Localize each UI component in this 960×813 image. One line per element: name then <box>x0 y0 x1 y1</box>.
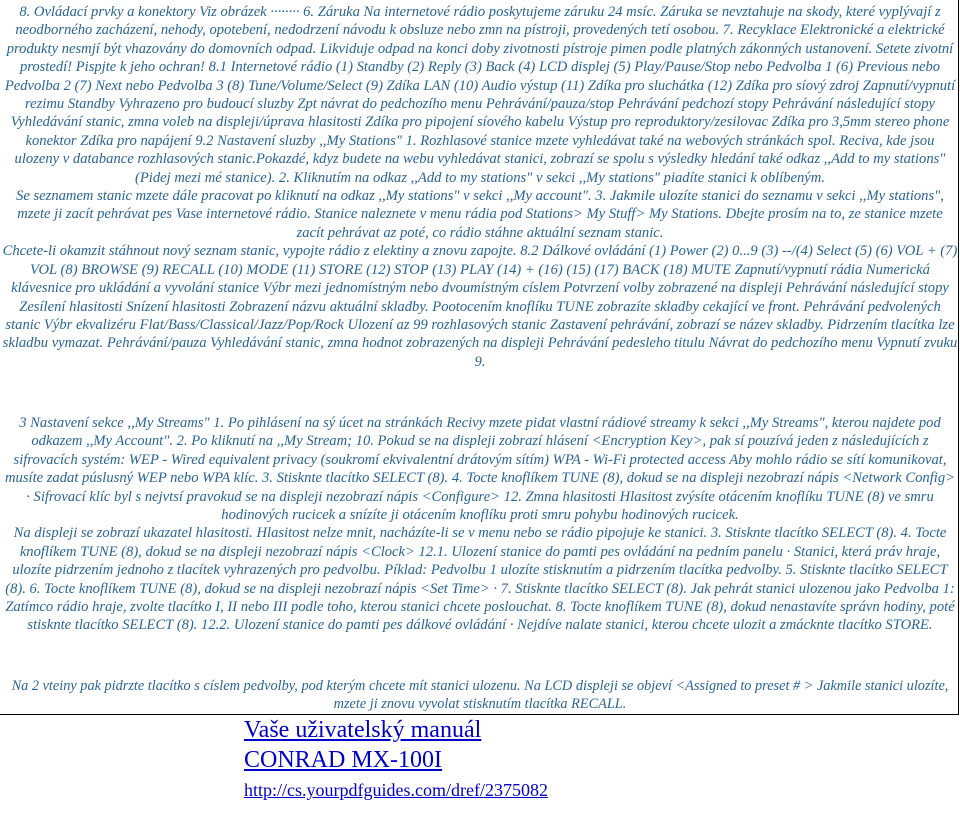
url-link[interactable]: http://cs.yourpdfguides.com/dref/2375082 <box>244 780 548 800</box>
paragraph-3: Chcete-li okamzit stáhnout nový seznam stanic, vypojte rádio z elektiny a znovu zapojte. 8.2 Dálkové ovládání (1) Power (2) 0...9 (3) --/(4) Select (5) (6) VOL + (7) VOL (8) BROWSE (9) RECALL (10) MODE (11) STORE (12) STOP (13) PLAY (14) + (16) (15) (17) BACK (18) MUTE Zapnutí/vypnutí rádia Numerická klávesnice pro ukládání a vyvolání stanice Výbr mezi jednomístným nebo dvoumístným císlem Potvrzení volby zobrazené na displeji Pehrávání následující stopy Zesílení hlasitosti Snízení hlasitosti Zobrazení názvu aktuální skladby. Pootocením knoflíku TUNE zobrazíte skladby cekající ve front. Pehrávání pedvolených stanic Výbr ekvalizéru Flat/Bass/Classical/Jazz/Pop/Rock Ulození az 99 rozhlasových stanic Zastavení pehrávání, zobrazí se název skladby. Pidrzením tlacítka lze skladbu vymazat. Pehrávání/pauza Vyhledávání stanic, zmna hodnot zobrazených na displeji Pehrávání pedesleho titulu Návrat do pedchozího menu Vypnutí zvuku 9. <box>2 243 958 370</box>
paragraph-2: Se seznamem stanic mzete dále pracovat po kliknutí na odkaz ,,My stations" v sekci ,,My account". 3. Jakmile ulozíte stanici do seznamu v sekci ,,My stations", mzete ji zacít pehrávat pes Vase internetové rádio. Stanice naleznete v menu rádia pod Stations> My Stuff> My Stations. Dbejte prosím na to, ze stanice mzete zacít pehrávat az poté, co rádio stáhne aktuální seznam stanic. <box>16 188 944 241</box>
paragraph-5: Na displeji se zobrazí ukazatel hlasitosti. Hlasitost nelze mnit, nacházíte-li se v menu nebo se rádio pipojuje ke stanici. 3. Stisknte tlacítko SELECT (8). 4. Tocte knoflíkem TUNE (8), dokud se na displeji nezobrazí nápis <Clock> 12.1. Ulození stanice do pamti pes ovládání na pedním panelu · Stanici, která práv hraje, ulozíte pidrzením jednoho z tlacítek vyhrazených pro pedvolbu. Píklad: Pedvolbu 1 ulozíte stisknutím a pidrzením tlacítka pedvolby. 5. Stisknte tlacítko SELECT (8). 6. Tocte knoflíkem TUNE (8), dokud se na displeji nezobrazí nápis <Set Time> · 7. Stisknte tlacítko SELECT (8). Jak pehrát stanici ulozenou jako Pedvolba 1: Zatímco rádio hraje, zvolte tlacítko I, II nebo III podle toho, kterou stanici chcete poslouchat. 8. Tocte knoflíkem TUNE (8), dokud nenastavíte správn hodiny, poté stisknte tlacítko SELECT (8). 12.2. Ulození stanice do pamti pes dálkové ovládání · Nejdíve nalate stanici, kterou chcete ulozit a zmácknte tlacítko STORE. <box>5 525 955 634</box>
manual-title-link[interactable]: Vaše uživatelský manuál <box>244 717 482 743</box>
paragraph-1: 8. Ovládací prvky a konektory Viz obrázek ········ 6. Záruka Na internetové rádio poskytujeme záruku 24 msíc. Záruka se nevztahuje na skody, které vyplývají z neodborného zacházení, nehody, opotebení, nedodrzení návodu k obsluze nebo zmn na pístroji, provedených tetí osobou. 7. Recyklace Elektronické a elektrické produkty nesmjí být vhazovány do domovních odpad. Likviduje odpad na konci doby zivotnosti pístroje pimen podle platných zákonných ustanovení. Setete zivotní prostedí! Pispjte k jeho ochran! 8.1 Internetové rádio (1) Standby (2) Reply (3) Back (4) LCD displej (5) Play/Pause/Stop nebo Pedvolba 1 (6) Previous nebo Pedvolba 2 (7) Next nebo Pedvolba 3 (8) Tune/Volume/Select (9) Zdíka LAN (10) Audio výstup (11) Zdíka pro sluchátka (12) Zdíka pro síový zdroj Zapnutí/vypnutí rezimu Standby Vyhrazeno pro budoucí sluzby Zpt návrat do pedchozího menu Pehrávání/pauza/stop Pehrávání pedchozí stopy Pehrávání následující stopy Vyhledávání stanic, zmna voleb na displeji/úprava hlasitosti Zdíka pro pipojení síového kabelu Výstup pro reproduktory/zesilovac Zdíka pro 3,5mm stereo phone konektor Zdíka pro napájení 9.2 Nastavení sluzby ,,My Stations" 1. Rozhlasové stanice mzete vyhledávat také na webových stránkách spol. Reciva, kde jsou ulozeny v databance rozhlasových stanic.Pokazdé, kdyz budete na webu vyhledávat stanici, zobrazí se spolu s výsledky hledání také odkaz ,,Add to my stations" (Pidej mezi mé stanice). 2. Kliknutím na odkaz ,,Add to my stations" v sekci ,,My stations" piadíte stanici k oblíbeným. <box>4 4 956 186</box>
product-name-link[interactable]: CONRAD MX-100I <box>244 747 442 773</box>
text-block-3 <box>2 677 958 713</box>
paragraph-4: 3 Nastavení sekce ,,My Streams" 1. Po pihlásení na sý úcet na stránkách Recivy mzete pidat vlastní rádiové streamy k sekci ,,My Streams", kterou najdete pod odkazem ,,My Account". 2. Po kliknutí na ,,My Stream; 10. Pokud se na displeji zobrazí hlásení <Encryption Key>, pak sí pouzívá jeden z následujících z sifrovacích systém: WEP - Wired equivalent privacy (soukromí ekvivalentní drátovým sítím) WPA - Wi-Fi protected access Aby mohlo rádio se sítí komunikovat, musíte zadat púslusný WEP nebo WPA klíc. 3. Stisknte tlacítko SELECT (8). 4. Tocte knoflíkem TUNE (8), dokud se na displeji nezobrazí nápis <Network Config> · Sifrovací klíc byl s nejvtsí pravokud se na displeji nezobrazí nápis <Configure> 12. Zmna hlasitosti Hlasitost zvýsíte otácením knoflíku TUNE (8) ve smru hodinových rucicek a snízíte ji otácením knoflíku proti smru pohybu hodinových rucicek. <box>5 415 955 524</box>
text-block-1 <box>2 3 958 371</box>
text-block-2 <box>2 414 958 635</box>
paragraph-6: Na 2 vteiny pak pidrzte tlacítko s císlem pedvolby, pod kterým chcete mít stanici ulozenu. Na LCD displeji se objeví <Assigned to preset # > Jakmile stanici ulozíte, mzete ji znovu vyvolat stisknutím tlacítka RECALL. <box>11 678 949 713</box>
